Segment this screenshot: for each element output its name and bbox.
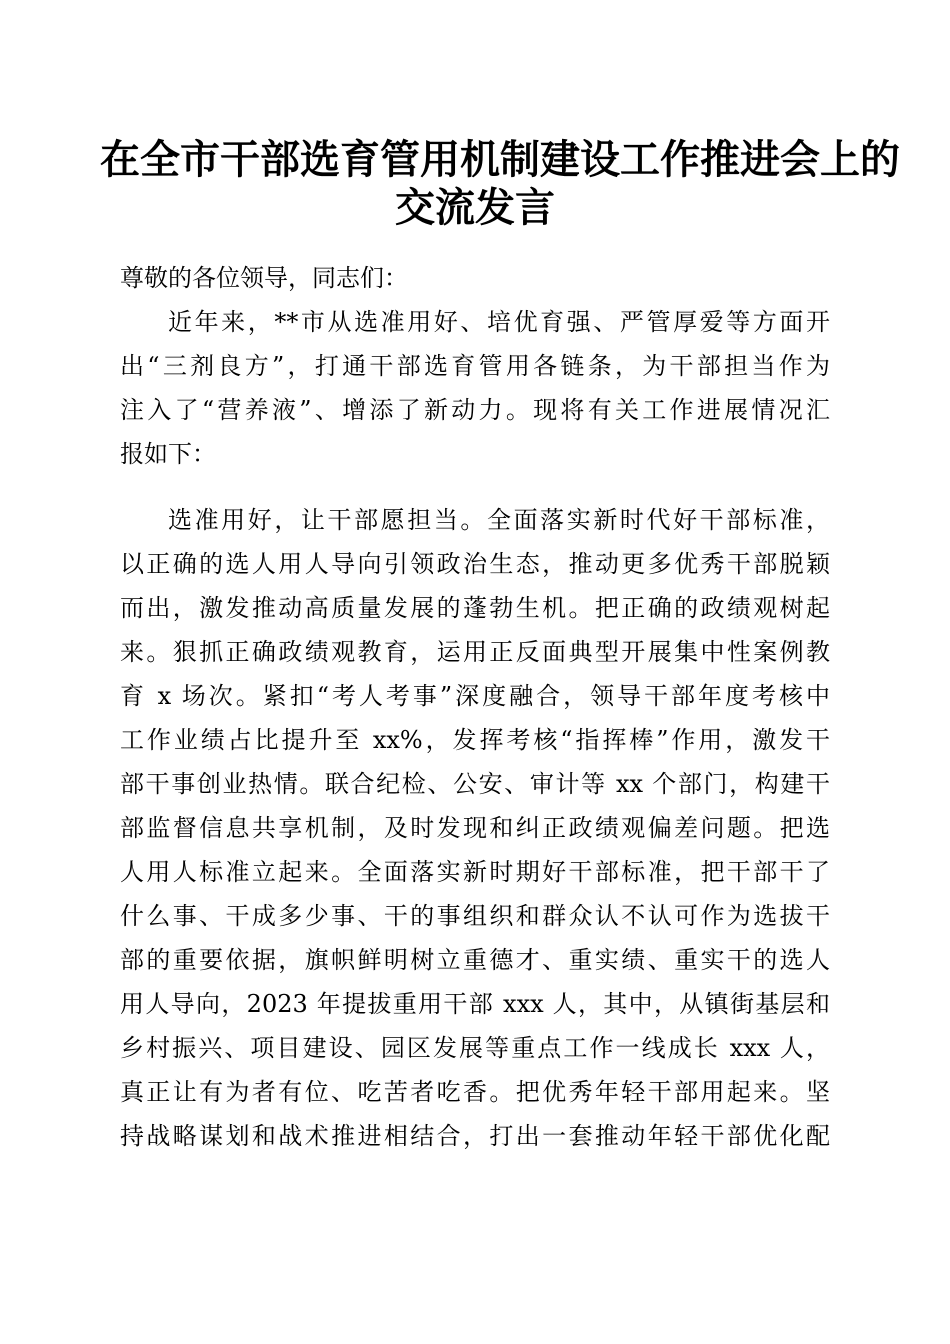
paragraph-1-line — [120, 300, 830, 344]
paragraph-text: 来。狠抓正确政绩观教育，运用正反面典型开展集中性案例教 — [120, 638, 830, 666]
paragraph-2-line — [120, 938, 830, 982]
paragraph-text: 部干事创业热情。联合纪检、公安、审计等 xx 个部门，构建干 — [120, 770, 830, 798]
paragraph-2-line — [120, 762, 830, 806]
paragraph-text: 乡村振兴、项目建设、园区发展等重点工作一线成长 xxx 人， — [120, 1034, 830, 1062]
paragraph-text: 出“三剂良方”，打通干部选育管用各链条，为干部担当作为 — [120, 352, 830, 380]
salutation: 尊敬的各位领导，同志们： — [120, 264, 408, 292]
paragraph-text: 什么事、干成多少事、干的事组织和群众认不认可作为选拔干 — [120, 902, 830, 930]
paragraph-2-line — [120, 542, 830, 586]
document-title-line-1: 在全市干部选育管用机制建设工作推进会上的 — [100, 136, 900, 183]
paragraph-2-line — [120, 982, 830, 1026]
paragraph-2-line — [120, 1026, 830, 1070]
paragraph-2-line — [120, 498, 830, 542]
paragraph-2-line — [120, 630, 830, 674]
paragraph-2-line — [120, 674, 830, 718]
paragraph-text: 部监督信息共享机制，及时发现和纠正政绩观偏差问题。把选 — [120, 814, 830, 842]
paragraph-1-line — [120, 344, 830, 388]
paragraph-text: 用人导向，2023 年提拔重用干部 xxx 人，其中，从镇街基层和 — [120, 990, 830, 1018]
paragraph-2-line — [120, 718, 830, 762]
paragraph-2-line — [120, 1070, 830, 1114]
paragraph-text: 人用人标准立起来。全面落实新时期好干部标准，把干部干了 — [120, 858, 830, 886]
document-title-line-2: 交流发言 — [395, 184, 555, 231]
paragraph-text: 近年来，**市从选准用好、培优育强、严管厚爱等方面开 — [168, 308, 830, 336]
paragraph-1-line — [120, 388, 830, 432]
paragraph-text: 选准用好，让干部愿担当。全面落实新时代好干部标准， — [168, 506, 830, 534]
paragraph-text: 注入了“营养液”、增添了新动力。现将有关工作进展情况汇 — [120, 396, 830, 424]
paragraph-2-line — [120, 1114, 830, 1158]
paragraph-text: 工作业绩占比提升至 xx%，发挥考核“指挥棒”作用，激发干 — [120, 726, 830, 754]
paragraph-2-line — [120, 850, 830, 894]
paragraph-1-line-last: 报如下： — [120, 440, 216, 468]
paragraph-text: 持战略谋划和战术推进相结合，打出一套推动年轻干部优化配 — [120, 1122, 830, 1150]
paragraph-text: 育 x 场次。紧扣“考人考事”深度融合，领导干部年度考核中 — [120, 682, 830, 710]
paragraph-2-line — [120, 586, 830, 630]
paragraph-text: 以正确的选人用人导向引领政治生态，推动更多优秀干部脱颖 — [120, 550, 830, 578]
paragraph-2-line — [120, 894, 830, 938]
paragraph-text: 而出，激发推动高质量发展的蓬勃生机。把正确的政绩观树起 — [120, 594, 830, 622]
paragraph-2-line — [120, 806, 830, 850]
paragraph-text: 真正让有为者有位、吃苦者吃香。把优秀年轻干部用起来。坚 — [120, 1078, 830, 1106]
paragraph-text: 部的重要依据，旗帜鲜明树立重德才、重实绩、重实干的选人 — [120, 946, 830, 974]
